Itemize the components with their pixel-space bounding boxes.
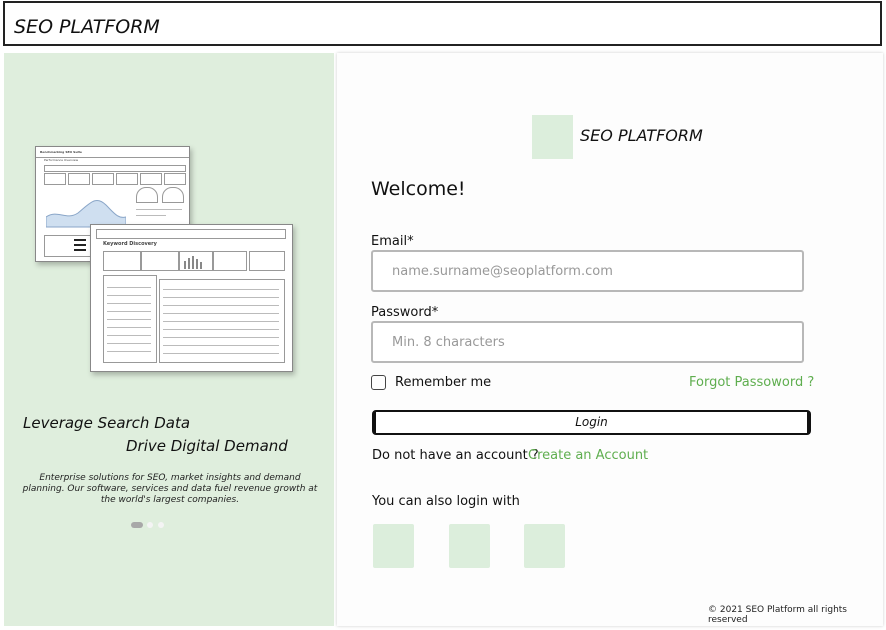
welcome-heading: Welcome! [371,178,466,200]
preview-back-subtitle: Performance Overview [44,158,79,162]
copyright-text: © 2021 SEO Platform all rights reserved [708,605,847,625]
password-label: Password* [371,305,439,320]
password-input[interactable]: Min. 8 characters [371,321,804,363]
preview-bar-chart [183,255,207,269]
keyword-discovery-preview [90,224,293,372]
social-login-button-3[interactable] [524,524,565,568]
tagline-line-2: Drive Digital Demand [126,437,288,455]
social-login-button-1[interactable] [373,524,414,568]
forgot-password-link[interactable]: Forgot Passoword ? [689,375,815,390]
email-input[interactable]: name.surname@seoplatform.com [371,250,804,292]
social-login-button-2[interactable] [449,524,490,568]
carousel-dot-2[interactable] [147,522,153,528]
promo-description: Enterprise solutions for SEO, market insights and demand planning. Our software, services and data fuel revenue growth at the world's largest companies. [22,473,318,505]
preview-area-chart [46,189,126,229]
remember-me-label[interactable]: Remember me [395,375,492,390]
login-button[interactable]: Login [372,410,811,435]
social-login-text: You can also login with [372,494,520,509]
no-account-text: Do not have an account ? [372,448,539,463]
login-brand: SEO PLATFORM [580,126,703,145]
carousel-dot-3[interactable] [158,522,164,528]
email-label: Email* [371,234,414,249]
top-bar [3,1,882,46]
preview-front-title: Keyword Discovery [103,241,157,247]
preview-back-title: Benchmarking SEO Suite [36,147,189,158]
app-title: SEO PLATFORM [14,16,160,38]
create-account-link[interactable]: Create an Account [528,448,649,463]
logo-placeholder [532,115,573,159]
remember-me-checkbox[interactable] [371,375,386,390]
tagline-line-1: Leverage Search Data [23,414,191,432]
carousel-dot-1[interactable] [131,522,143,528]
